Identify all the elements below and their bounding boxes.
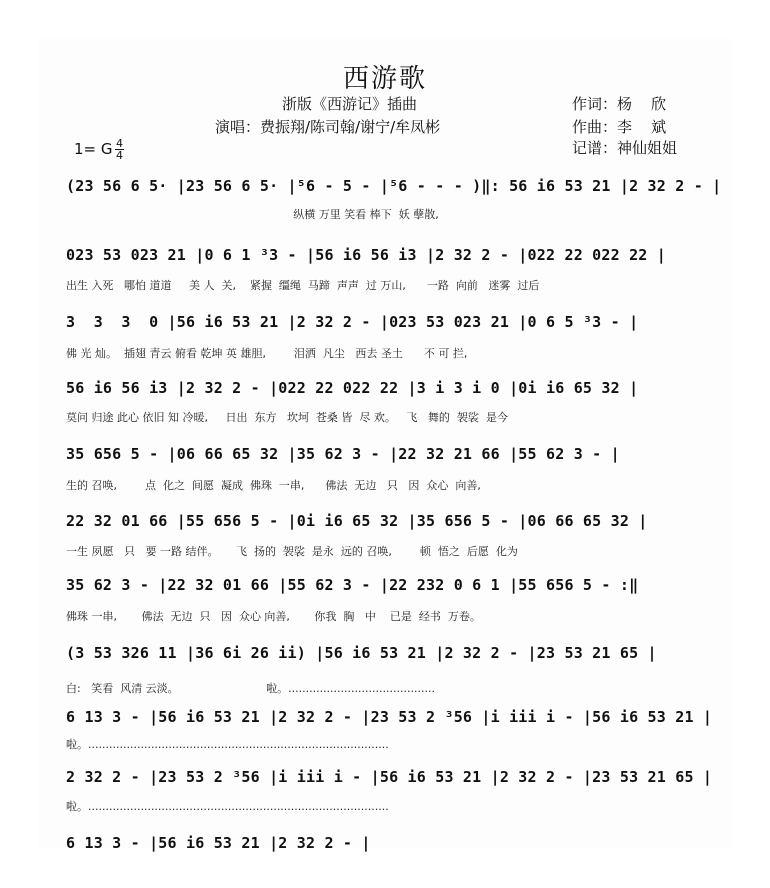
singers: 演唱：费振翔/陈司翰/谢宁/牟凤彬 (215, 118, 441, 136)
notation-row-6: 22 32 01 66 |55 656 5 - |0i i6 65 32 |35 656 5 - |06 66 65 32 | (66, 512, 648, 530)
transcriber: 记谱：神仙姐姐 (572, 139, 678, 157)
composer: 作曲：李 斌 (572, 118, 667, 136)
lyrics-row-7: 佛珠 一串, 佛法 无边 只 因 众心 向善, 你我 胸 中 已是 经书 万卷。 (66, 610, 481, 623)
subtitle: 浙版《西游记》插曲 (282, 95, 418, 113)
notation-row-1: (23 56 6 5· |23 56 6 5· |⁵6 - 5 - |⁵6 - - - )‖: 56 i6 53 21 |2 32 2 - | (66, 177, 722, 195)
notation-row-9: 6 13 3 - |56 i6 53 21 |2 32 2 - |23 53 2 ³56 |i iii i - |56 i6 53 21 | (66, 708, 713, 726)
time-top: 4 (116, 137, 123, 150)
lyrics-row-6: 一生 夙愿 只 要 一路 结伴。 飞 扬的 袈裟 是永 远的 召唤, 顿 悟之 后愿 化为 (66, 545, 518, 558)
lyrics-row-4: 莫问 归途 此心 依旧 知 冷暖, 日出 东方 坎坷 苍桑 皆 尽 欢。 飞 舞的 袈裟 是今 (66, 411, 508, 424)
lyrics-row-10: 啦。...................................................................................... (66, 800, 389, 813)
key-signature: 1= G (74, 140, 113, 158)
score-page (38, 38, 732, 848)
notation-row-5: 35 656 5 - |06 66 65 32 |35 62 3 - |22 32 21 66 |55 62 3 - | (66, 445, 620, 463)
notation-row-8: (3 53 326 11 |36 6i 26 ii) |56 i6 53 21 |2 32 2 - |23 53 21 65 | (66, 644, 657, 662)
lyricist: 作词：杨 欣 (572, 95, 667, 113)
notation-row-2: 023 53 023 21 |0 6 1 ³3 - |56 i6 56 i3 |2 32 2 - |022 22 022 22 | (66, 246, 666, 264)
notation-row-4: 56 i6 56 i3 |2 32 2 - |022 22 022 22 |3 i 3 i 0 |0i i6 65 32 | (66, 379, 639, 397)
notation-row-3: 3 3 3 0 |56 i6 53 21 |2 32 2 - |023 53 023 21 |0 6 5 ³3 - | (66, 313, 639, 331)
notation-row-11: 6 13 3 - |56 i6 53 21 |2 32 2 - | (66, 834, 371, 852)
lyrics-row-1: 纵横 万里 笑看 棒下 妖 孽散, (66, 208, 439, 221)
lyrics-row-3: 佛 光 灿。 插翅 青云 俯看 乾坤 英 雄胆, 泪洒 凡尘 西去 圣土 不 可 拦, (66, 347, 468, 360)
lyrics-row-5: 生的 召唤, 点 化之 间愿 凝成 佛珠 一串, 佛法 无边 只 因 众心 向善, (66, 479, 481, 492)
lyrics-row-2: 出生 入死 哪怕 道道 美 人 关, 紧握 缰绳 马蹄 声声 过 万山, 一路 向前 迷雾 过后 (66, 279, 540, 292)
notation-row-10: 2 32 2 - |23 53 2 ³56 |i iii i - |56 i6 53 21 |2 32 2 - |23 53 21 65 | (66, 768, 713, 786)
time-bottom: 4 (116, 149, 123, 162)
lyrics-row-9: 啦。...................................................................................... (66, 738, 389, 751)
song-title: 西游歌 (342, 64, 427, 94)
notation-row-7: 35 62 3 - |22 32 01 66 |55 62 3 - |22 232 0 6 1 |55 656 5 - :‖ (66, 576, 639, 594)
lyrics-row-8: 白: 笑看 风清 云淡。 啦。.......................................... (66, 682, 435, 695)
time-signature (115, 138, 124, 161)
